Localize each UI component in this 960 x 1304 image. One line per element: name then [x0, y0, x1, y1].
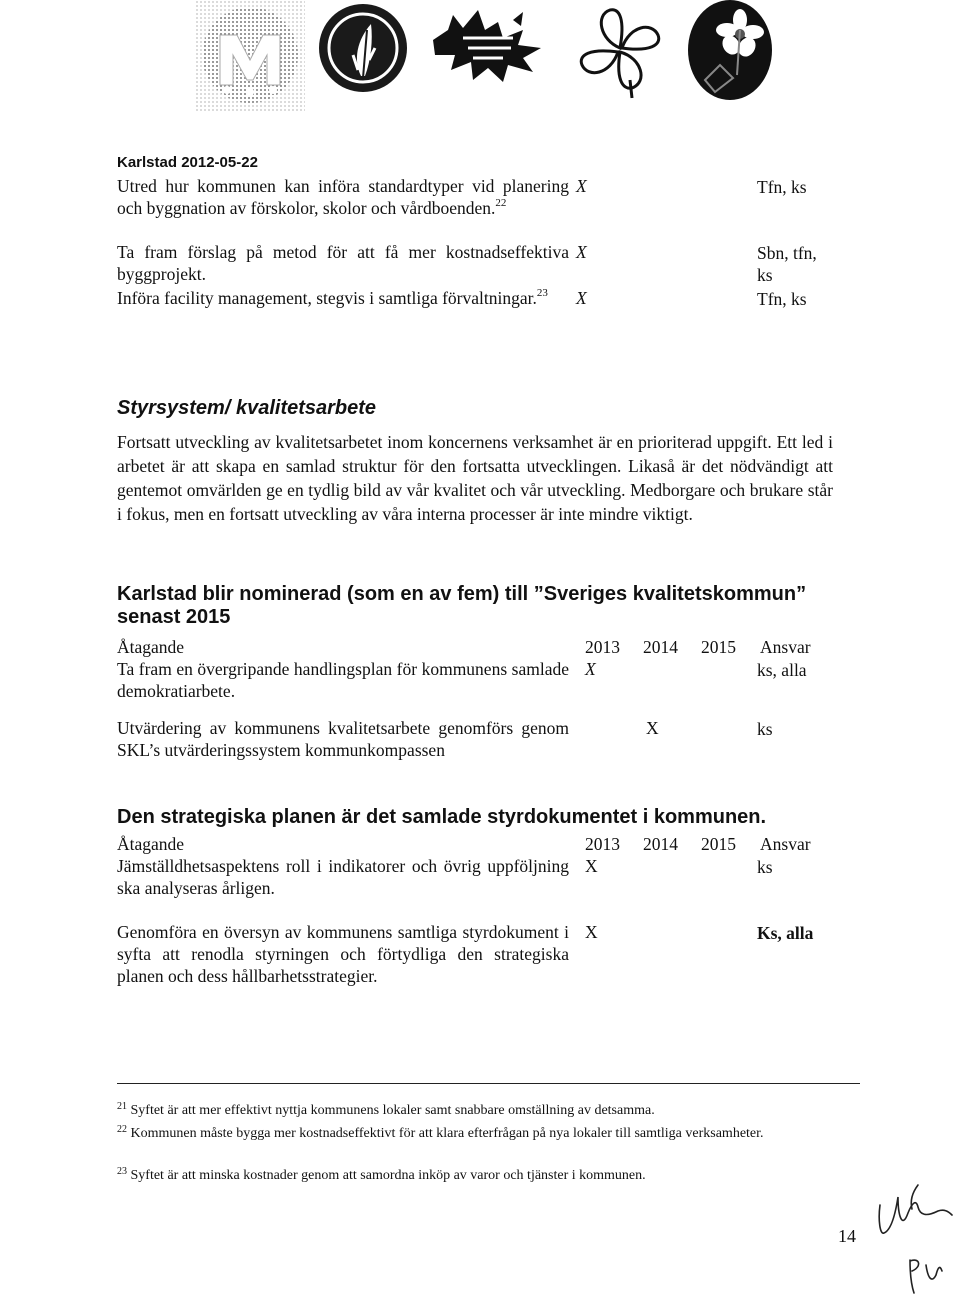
karlstad-date-heading: Karlstad 2012-05-22 — [117, 154, 258, 171]
nominerad-row-2-mark: X — [646, 718, 659, 738]
styrsystem-body: Fortsatt utveckling av kvalitetsarbetet inom koncernens verksamhet är en prioriterad uppgift. Ett led i arbetet är att skapa en samlad struktur för den fortsatta utvecklingen. Likaså är det nödvändigt att gentemot omvärlden ge en tydlig bild av vår kvalitet och vår utveckling. Medborgare och brukare står i fokus, men en fortsatt utveckling av våra interna processer är inte mindre viktigt. — [117, 432, 833, 524]
footnote-23: $^{23}$ Syftet är att minska kostnader genom att samordna inköp av varor och tjänster i kommunen. — [117, 1166, 646, 1183]
nominerad-row-2-responsible: ks — [757, 719, 773, 739]
karlstad-item-1-text: Utred hur kommunen kan införa standardtyper vid planering och byggnation av förskolor, skolor och vårdboenden.$^{22}$ — [117, 176, 569, 218]
nominerad-heading: Karlstad blir nominerad (som en av fem) till ”Sveriges kvalitetskommun” senast 2015 — [117, 583, 807, 628]
moderaterna-logo-icon — [195, 0, 305, 112]
nominerad-row-1-mark: X — [585, 659, 596, 679]
strategiska-col-2014: 2014 — [643, 834, 678, 854]
karlstad-item-3-mark: X — [576, 288, 587, 308]
karlstad-item-2-responsible: Sbn, tfn, ks — [757, 243, 817, 285]
footnote-divider — [117, 1083, 860, 1084]
karlstad-item-1-responsible: Tfn, ks — [757, 177, 807, 197]
nominerad-row-2-text: Utvärdering av kommunens kvalitetsarbete genomförs genom SKL’s utvärderingssystem kommunkompassen — [117, 718, 569, 760]
handwritten-initials-icon — [868, 1175, 958, 1300]
footnote-21: $^{21}$ Syftet är att mer effektivt nyttja kommunens lokaler samt snabbare omställning av detsamma. — [117, 1101, 655, 1118]
footnote-22: $^{22}$ Kommunen måste bygga mer kostnadseffektivt för att klara efterfrågan på nya lokaler till samtliga verksamheter. — [117, 1124, 764, 1141]
nominerad-row-1-text: Ta fram en övergripande handlingsplan för kommunens samlade demokratiarbete. — [117, 659, 569, 701]
strategiska-row-1-mark: X — [585, 856, 598, 876]
strategiska-col-ansvar: Ansvar — [760, 834, 811, 854]
karlstad-item-2-mark: X — [576, 242, 587, 262]
styrsystem-heading: Styrsystem/ kvalitetsarbete — [117, 397, 377, 419]
folkpartiet-logo-icon — [423, 0, 553, 90]
karlstad-item-3-text: Införa facility management, stegvis i samtliga förvaltningar.$^{23}$ — [117, 287, 548, 308]
strategiska-heading: Den strategiska planen är det samlade styrdokumentet i kommunen. — [117, 806, 767, 828]
nominerad-col-2014: 2014 — [643, 637, 678, 657]
strategiska-col-2013: 2013 — [585, 834, 620, 854]
nominerad-col-ansvar: Ansvar — [760, 637, 811, 657]
page-number: 14 — [838, 1226, 856, 1246]
strategiska-row-2-responsible: Ks, alla — [757, 923, 814, 943]
strategiska-row-2-mark: X — [585, 922, 598, 942]
strategiska-col-2015: 2015 — [701, 834, 736, 854]
nominerad-col-2015: 2015 — [701, 637, 736, 657]
strategiska-row-2-text: Genomföra en översyn av kommunens samtliga styrdokument i syfta att renodla styrningen och förtydliga den strategiska planen och dess hållbarhetsstrategier. — [117, 922, 569, 986]
nominerad-col-atagande: Åtagande — [117, 637, 185, 657]
centerpartiet-logo-icon — [313, 0, 413, 100]
strategiska-row-1-text: Jämställdhetsaspektens roll i indikatorer och övrig uppföljning ska analyseras årligen. — [117, 856, 569, 898]
strategiska-row-1-responsible: ks — [757, 857, 773, 877]
kristdemokraterna-logo-icon — [570, 0, 670, 100]
strategiska-col-atagande: Åtagande — [117, 834, 185, 854]
karlstad-item-2-text: Ta fram förslag på metod för att få mer kostnadseffektiva byggprojekt. — [117, 242, 569, 284]
nominerad-col-2013: 2013 — [585, 637, 620, 657]
miljopartiet-logo-icon — [685, 0, 775, 110]
karlstad-item-3-responsible: Tfn, ks — [757, 289, 807, 309]
party-logos — [195, 0, 775, 112]
nominerad-row-1-responsible: ks, alla — [757, 660, 807, 680]
karlstad-item-1-mark: X — [576, 176, 587, 196]
